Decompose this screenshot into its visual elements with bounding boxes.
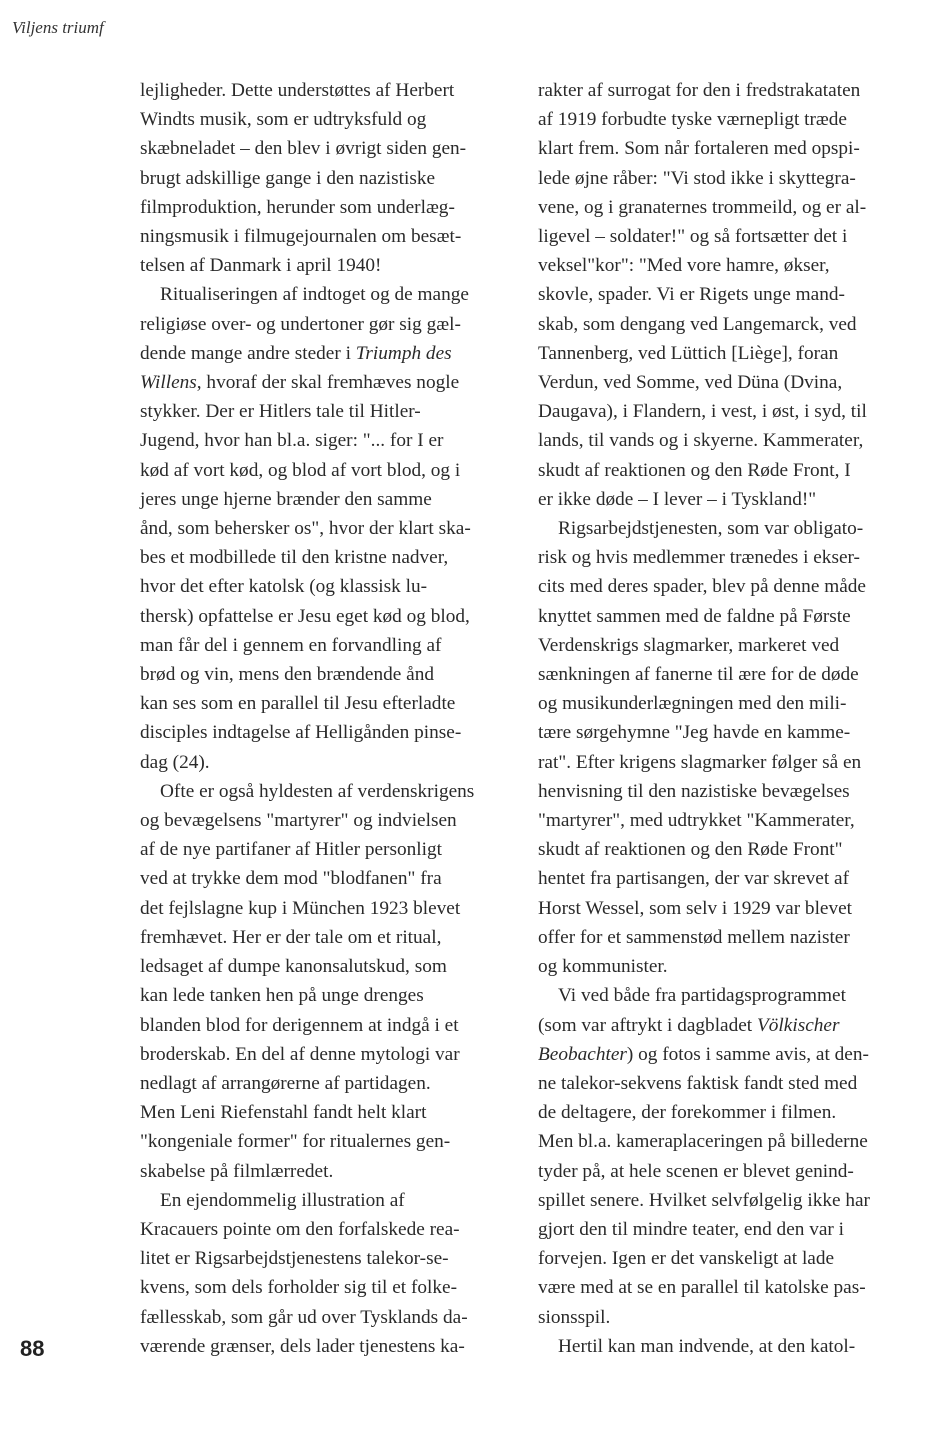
italic-newspaper-title: Beobachter	[538, 1043, 627, 1065]
text-line: bes et modbillede til den kristne nadver,	[140, 547, 449, 569]
text-line: Men bl.a. kameraplaceringen på billederne	[538, 1131, 868, 1153]
text-line: offer for et sammenstød mellem nazister	[538, 926, 850, 948]
text-line: religiøse over- og undertoner gør sig gæl-	[140, 313, 461, 335]
text-line: kød af vort kød, og blod af vort blod, og i	[140, 459, 461, 481]
running-title: Viljens triumf	[12, 18, 104, 37]
page-number: 88	[20, 1336, 45, 1361]
text-line: være med at se en parallel til katolske pas-	[538, 1277, 866, 1299]
text-line: thersk) opfattelse er Jesu eget kød og blod,	[140, 605, 470, 627]
text-line: og bevægelsens "martyrer" og indvielsen	[140, 810, 457, 832]
text-line: rat". Efter krigens slagmarker følger så en	[538, 751, 862, 773]
text-line: Kracauers pointe om den forfalskede rea-	[140, 1218, 460, 1240]
text-line: gjort den til mindre teater, end den var i	[538, 1218, 845, 1240]
text-line: rakter af surrogat for den i fredstrakataten	[538, 80, 861, 101]
text-line: brød og vin, mens den brændende ånd	[140, 664, 434, 686]
text-line: Tannenberg, ved Lüttich [Liège], foran	[538, 342, 839, 364]
text-line: fremhævet. Her er der tale om et ritual,	[140, 926, 442, 948]
text-line: "kongeniale former" for ritualernes gen-	[140, 1131, 451, 1153]
text-line: Verdenskrigs slagmarker, markeret ved	[538, 634, 840, 656]
text-line: broderskab. En del af denne mytologi var	[140, 1043, 460, 1065]
text-line: lands, til vands og i skyerne. Kammerater,	[538, 430, 864, 452]
text-line: kvens, som dels forholder sig til et folke-	[140, 1277, 458, 1299]
text-line: ningsmusik i filmugejournalen om besæt-	[140, 226, 462, 248]
text-line: cits med deres spader, blev på denne måde	[538, 576, 866, 598]
text-line: det fejlslagne kup i München 1923 blevet	[140, 897, 461, 919]
text-line: kan lede tanken hen på unge drenges	[140, 985, 424, 1007]
text-line: hentet fra partisangen, der var skrevet af	[538, 868, 850, 890]
text-line: knyttet sammen med de faldne på Første	[538, 605, 851, 627]
text-line: telsen af Danmark i april 1940!	[140, 255, 382, 277]
text-line: sænkningen af fanerne til ære for de døde	[538, 664, 859, 686]
text-line: tære sørgehymne "Jeg havde en kamme-	[538, 722, 851, 744]
text-line: sionsspil.	[538, 1306, 611, 1328]
text-line: af de nye partifaner af Hitler personligt	[140, 839, 442, 861]
text-line: skab, som dengang ved Langemarck, ved	[538, 313, 857, 335]
text-line: Jugend, hvor han bl.a. siger: "... for I er	[140, 430, 444, 452]
italic-newspaper-title: Völkischer	[757, 1014, 840, 1036]
text-line	[538, 1040, 896, 1069]
text-fragment: (som var aftrykt i dagbladet	[538, 1014, 757, 1036]
text-line: Windts musik, som er udtryksfuld og	[140, 109, 427, 131]
text-line: lejligheder. Dette understøttes af Herbert	[140, 80, 455, 101]
text-line: dag (24).	[140, 751, 210, 773]
paragraph-start-line: Vi ved både fra partidagsprogrammet	[558, 985, 846, 1007]
right-text-column	[538, 76, 896, 1361]
text-line: veksel"kor": "Med vore hamre, økser,	[538, 255, 830, 277]
paragraph-start-line: Hertil kan man indvende, at den katol-	[558, 1335, 856, 1357]
text-line: hvor det efter katolsk (og klassisk lu-	[140, 576, 428, 598]
text-line: "martyrer", med udtrykket "Kammerater,	[538, 810, 855, 832]
text-fragment: dende mange andre steder i	[140, 342, 356, 364]
paragraph-start-line: En ejendommelig illustration af	[160, 1189, 405, 1211]
text-line	[538, 1011, 896, 1040]
text-line	[140, 368, 498, 397]
text-line: Horst Wessel, som selv i 1929 var blevet	[538, 897, 853, 919]
text-line: ne talekor-sekvens faktisk fandt sted med	[538, 1072, 858, 1094]
text-line: af 1919 forbudte tyske værnepligt træde	[538, 109, 847, 131]
text-line: blanden blod for derigennem at indgå i et	[140, 1014, 459, 1036]
text-line: lede øjne råber: "Vi stod ikke i skyttegra-	[538, 167, 856, 189]
paragraph-start-line: Ofte er også hyldesten af verdenskrigens	[160, 780, 475, 802]
paragraph-start-line: Rigsarbejdstjenesten, som var obligato-	[558, 518, 864, 540]
text-line: stykker. Der er Hitlers tale til Hitler-	[140, 401, 421, 423]
left-text-column	[140, 76, 498, 1361]
text-line: ligevel – soldater!" og så fortsætter det i	[538, 226, 848, 248]
text-line: ånd, som behersker os", hvor der klart ska-	[140, 518, 471, 540]
text-line: og musikunderlægningen med den mili-	[538, 693, 847, 715]
text-line: nedlagt af arrangørerne af partidagen.	[140, 1072, 431, 1094]
text-line: skabelse på filmlærredet.	[140, 1160, 334, 1182]
text-line: skudt af reaktionen og den Røde Front"	[538, 839, 843, 861]
text-line: ved at trykke dem mod "blodfanen" fra	[140, 868, 442, 890]
text-line: filmproduktion, herunder som underlæg-	[140, 196, 455, 218]
text-line	[140, 339, 498, 368]
text-line: tyder på, at hele scenen er blevet genind-	[538, 1160, 854, 1182]
text-line: skudt af reaktionen og den Røde Front, I	[538, 459, 851, 481]
text-line: de deltagere, der forekommer i filmen.	[538, 1102, 837, 1124]
text-line: spillet senere. Hvilket selvfølgelig ikke har	[538, 1189, 870, 1211]
text-line: man får del i gennem en forvandling af	[140, 634, 442, 656]
text-line: kan ses som en parallel til Jesu efterladte	[140, 693, 456, 715]
text-line: litet er Rigsarbejdstjenestens talekor-se-	[140, 1248, 449, 1270]
text-line: jeres unge hjerne brænder den samme	[140, 488, 432, 510]
text-line: disciples indtagelse af Helligånden pinse-	[140, 722, 462, 744]
text-line: Men Leni Riefenstahl fandt helt klart	[140, 1102, 427, 1124]
text-line: forvejen. Igen er det vanskeligt at lade	[538, 1248, 835, 1270]
text-line: og kommunister.	[538, 956, 668, 978]
text-line: henvisning til den nazistiske bevægelses	[538, 780, 850, 802]
text-line: brugt adskillige gange i den nazistiske	[140, 167, 436, 189]
text-line: er ikke døde – I lever – i Tyskland!"	[538, 488, 817, 510]
text-line: Daugava), i Flandern, i vest, i øst, i syd, til	[538, 401, 867, 423]
text-line: fællesskab, som går ud over Tysklands da-	[140, 1306, 468, 1328]
italic-film-title: Willens	[140, 372, 197, 394]
text-line: Verdun, ved Somme, ved Düna (Dvina,	[538, 372, 843, 394]
text-line: skovle, spader. Vi er Rigets unge mand-	[538, 284, 845, 306]
text-line: skæbneladet – den blev i øvrigt siden gen-	[140, 138, 467, 160]
text-fragment: ) og fotos i samme avis, at den-	[626, 1043, 869, 1065]
text-line: vene, og i granaternes trommeild, og er al-	[538, 196, 867, 218]
italic-film-title: Triumph des	[355, 342, 452, 364]
text-fragment: , hvoraf der skal fremhæves nogle	[196, 372, 460, 394]
text-line: værende grænser, dels lader tjenestens ka-	[140, 1335, 465, 1357]
text-line: risk og hvis medlemmer trænedes i ekser-	[538, 547, 860, 569]
text-line: klart frem. Som når fortaleren med opspi-	[538, 138, 860, 160]
text-line: ledsaget af dumpe kanonsalutskud, som	[140, 956, 447, 978]
paragraph-start-line: Ritualiseringen af indtoget og de mange	[160, 284, 469, 306]
